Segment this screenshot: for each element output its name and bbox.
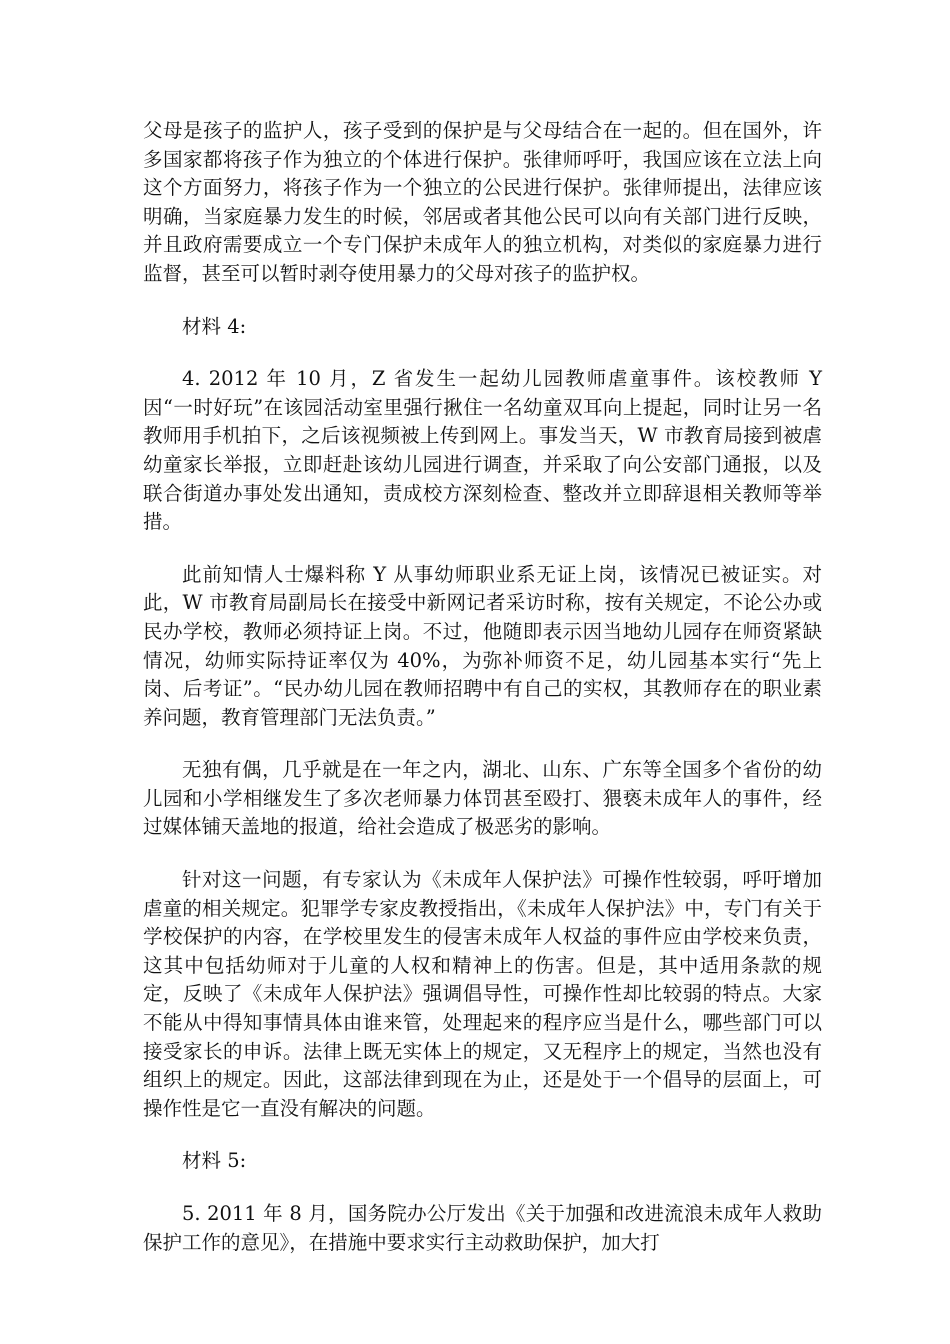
paragraph-abuse-incident: 4. 2012 年 10 月，Z 省发生一起幼儿园教师虐童事件。该校教师 Y 因“一时好玩”在该园活动室里强行揪住一名幼童双耳向上提起，同时让另一名教师用手机拍下，之后该视频被上传到网上。事发当天，W 市教育局接到被虐幼童家长举报，立即赶赴该幼儿园进行调查，并采取了向公安部门通报，以及联合街道办事处发出通知，责成校方深刻检查、整改并立即辞退相关教师等举措。: [143, 367, 822, 534]
material-4-label: 材料 4:: [182, 314, 247, 338]
document-body: [143, 117, 822, 1281]
paragraph-guardianship: 父母是孩子的监护人，孩子受到的保护是与父母结合在一起的。但在国外，许多国家都将孩子作为独立的个体进行保护。张律师呼吁，我国应该在立法上向这个方面努力，将孩子作为一个独立的公民进行保护。张律师提出，法律应该明确，当家庭暴力发生的时候，邻居或者其他公民可以向有关部门进行反映，并且政府需要成立一个专门保护未成年人的独立机构，对类似的家庭暴力进行监督，甚至可以暂时剥夺使用暴力的父母对孩子的监护权。: [143, 119, 822, 285]
paragraph-state-council: 5. 2011 年 8 月，国务院办公厅发出《关于加强和改进流浪未成年人救助保护工作的意见》，在措施中要求实行主动救助保护，加大打: [143, 1202, 822, 1254]
paragraph-certification: 此前知情人士爆料称 Y 从事幼师职业系无证上岗，该情况已被证实。对此，W 市教育局副局长在接受中新网记者采访时称，按有关规定，不论公办或民办学校，教师必须持证上岗。不过，他随即表示因当地幼儿园存在师资紧缺情况，幼师实际持证率仅为 40%，为弥补师资不足，幼儿园基本实行“先上岗、后考证”。“民办幼儿园在教师招聘中有自己的实权，其教师存在的职业素养问题，教育管理部门无法负责。”: [143, 562, 822, 729]
material-5-label: 材料 5:: [182, 1149, 247, 1173]
paragraph-nationwide-cases: 无独有偶，几乎就是在一年之内，湖北、山东、广东等全国多个省份的幼儿园和小学相继发生了多次老师暴力体罚甚至殴打、猥亵未成年人的事件，经过媒体铺天盖地的报道，给社会造成了极恶劣的影响。: [143, 758, 822, 839]
paragraph-expert-opinion: 针对这一问题，有专家认为《未成年人保护法》可操作性较弱，呼吁增加虐童的相关规定。犯罪学专家皮教授指出，《未成年人保护法》中，专门有关于学校保护的内容，在学校里发生的侵害未成年人权益的事件应由学校来负责，这其中包括幼师对于儿童的人权和精神上的伤害。但是，其中适用条款的规定，反映了《未成年人保护法》强调倡导性，可操作性却比较弱的特点。大家不能从中得知事情具体由谁来管，处理起来的程序应当是什么，哪些部门可以接受家长的申诉。法律上既无实体上的规定，又无程序上的规定，当然也没有组织上的规定。因此，这部法律到现在为止，还是处于一个倡导的层面上，可操作性是它一直没有解决的问题。: [143, 868, 822, 1120]
